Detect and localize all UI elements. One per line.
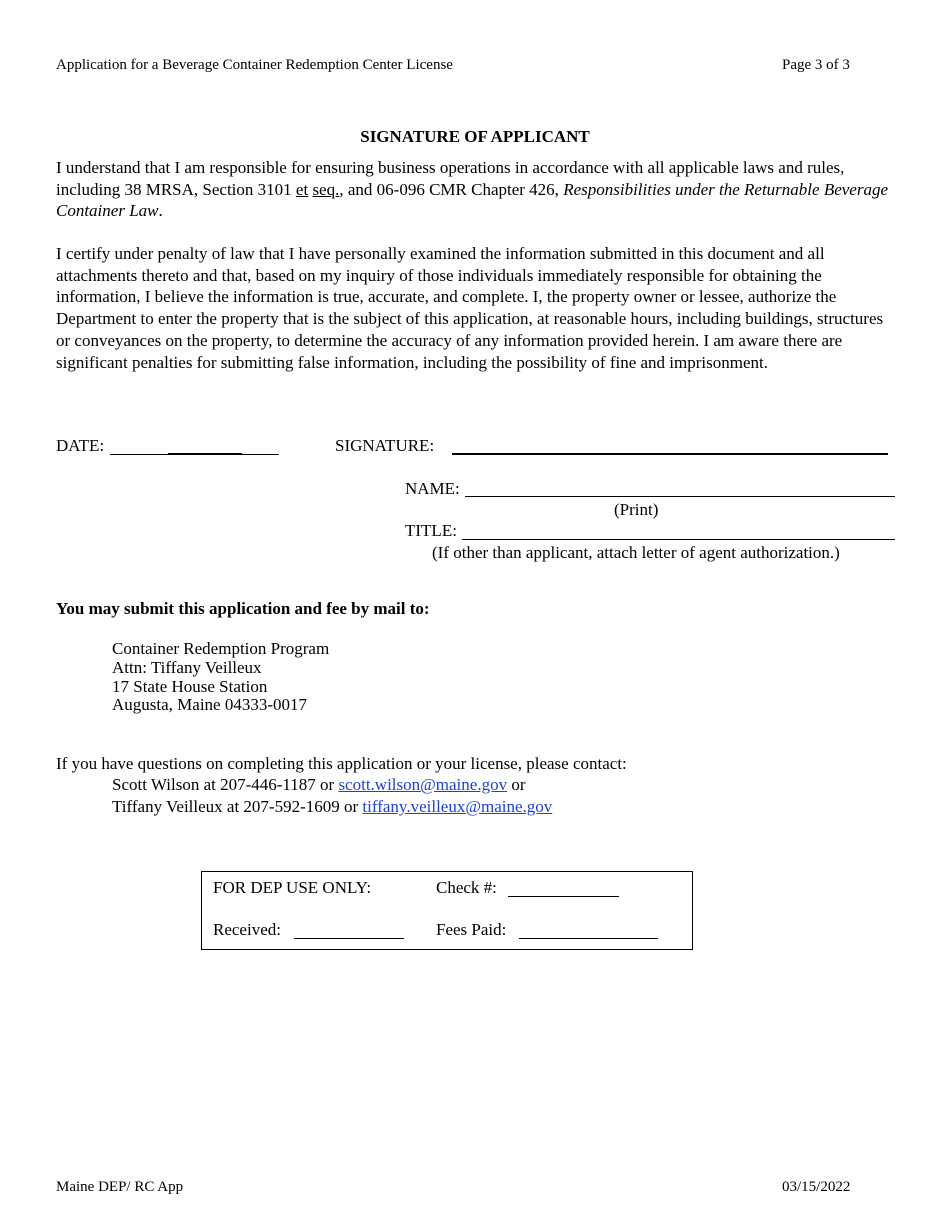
date-field[interactable] (168, 453, 242, 455)
address-line: Augusta, Maine 04333-0017 (112, 695, 308, 715)
address-line: 17 State House Station (112, 676, 268, 696)
title-field[interactable] (462, 539, 895, 540)
address-line: Container Redemption Program (112, 639, 330, 658)
responsibility-paragraph: I understand that I am responsible for ensuring business operations in accordance with all applicable laws and rules, including 38 MRSA, Section 3101 et seq., and 06-096 CMR Chapter 426, Responsibilities under the Returnable Beverage Container Law. (56, 158, 888, 221)
name-field[interactable] (465, 496, 895, 497)
certification-paragraph: I certify under penalty of law that I have personally examined the information submitted in this document and all attachments thereto and that, based on my inquiry of those individuals immediately responsible for obtaining the information, I believe the information is true, accurate, and complete. I, the property owner or lessee, authorize the Department to enter the property that is the subject of this application, at reasonable hours, including buildings, structures or conveyances on the property, to determine the accuracy of any information provided herein. I am aware there are significant penalties for submitting false information, including the possibility of fine and imprisonment. (56, 244, 884, 372)
date-line-left (110, 454, 168, 455)
agent-authorization-note: (If other than applicant, attach letter of agent authorization.) (432, 543, 840, 562)
footer-left: Maine DEP/ RC App (56, 1179, 184, 1195)
check-number-field[interactable] (508, 896, 619, 897)
contact-intro: If you have questions on completing this application or your license, please contact: (56, 754, 627, 773)
scott-email-link[interactable]: scott.wilson@maine.gov (338, 775, 508, 794)
submit-heading: You may submit this application and fee by mail to: (56, 599, 430, 618)
dep-use-heading: FOR DEP USE ONLY: (213, 878, 372, 897)
section-title: SIGNATURE OF APPLICANT (360, 127, 590, 146)
fees-paid-field[interactable] (519, 938, 658, 939)
footer-date: 03/15/2022 (782, 1179, 851, 1195)
date-line-right (242, 454, 279, 455)
signature-field[interactable] (452, 453, 888, 455)
address-line: Attn: Tiffany Veilleux (112, 657, 262, 677)
header-doc-title: Application for a Beverage Container Redemption Center License (56, 57, 453, 73)
date-label: DATE: (56, 436, 105, 455)
mailing-address (112, 640, 329, 715)
title-label: TITLE: (405, 521, 457, 540)
received-field[interactable] (294, 938, 404, 939)
print-note: (Print) (614, 500, 659, 519)
tiffany-email-link[interactable]: tiffany.veilleux@maine.gov (362, 797, 553, 816)
received-label: Received: (213, 920, 281, 939)
contact-scott: Scott Wilson at 207-446-1187 or scott.wilson@maine.gov or (112, 775, 526, 794)
check-number-label: Check #: (436, 878, 497, 897)
signature-label: SIGNATURE: (335, 436, 435, 455)
name-label: NAME: (405, 479, 460, 498)
header-page-number: Page 3 of 3 (782, 57, 850, 73)
fees-paid-label: Fees Paid: (436, 920, 507, 939)
dep-use-only-box (201, 871, 693, 950)
contact-tiffany: Tiffany Veilleux at 207-592-1609 or tiffany.veilleux@maine.gov (112, 797, 553, 816)
